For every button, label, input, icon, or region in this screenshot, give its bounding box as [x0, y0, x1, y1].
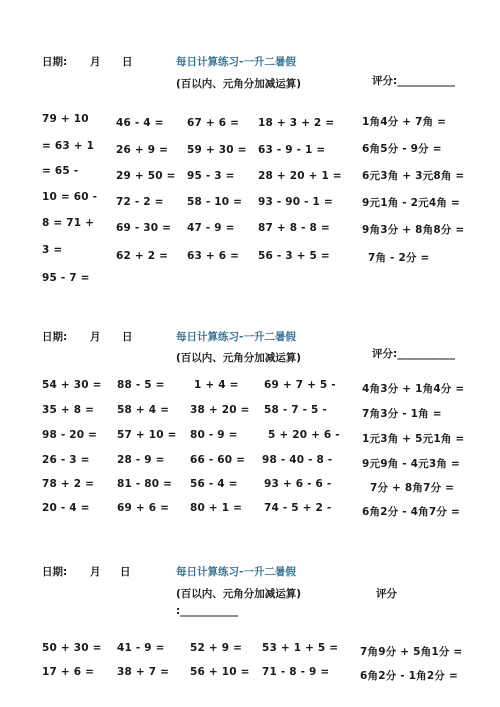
problem: 38 + 7 = — [117, 666, 170, 678]
score-field: 评分:___________ — [372, 75, 455, 87]
month-label: 月 — [90, 566, 101, 578]
problem: 95 - 3 = — [187, 170, 235, 182]
worksheet-subtitle: (百以内、元角分加减运算) — [176, 78, 302, 90]
month-label: 月 — [90, 331, 101, 343]
problem: 7角 - 2分 = — [368, 252, 430, 264]
problem: 58 - 10 = — [187, 196, 243, 208]
problem: 69 - 30 = — [116, 222, 172, 234]
problem: 29 + 50 = — [116, 170, 176, 182]
problem: 6角2分 - 4角7分 = — [362, 506, 460, 518]
problem: 26 + 9 = — [116, 144, 169, 156]
problem: 69 + 7 + 5 - — [264, 379, 336, 391]
problem: 52 + 9 = — [190, 642, 243, 654]
worksheet-subtitle: (百以内、元角分加减运算) — [176, 588, 302, 600]
problem: 80 - 9 = — [190, 429, 238, 441]
problem: 53 + 1 + 5 = — [262, 642, 339, 654]
problem: 8 = 71 + — [42, 217, 95, 229]
problem: 78 + 2 = — [42, 478, 95, 490]
problem: 6角5分 - 9分 = — [362, 143, 442, 155]
problem: 59 + 30 = — [187, 144, 247, 156]
problem: 95 - 7 = — [42, 272, 90, 284]
problem: 56 + 10 = — [190, 666, 250, 678]
worksheet-title: 每日计算练习-一升二暑假 — [176, 56, 296, 68]
problem: 28 + 20 + 1 = — [258, 170, 342, 182]
problem: 6元3角 + 3元8角 = — [362, 170, 465, 182]
problem: 88 - 5 = — [117, 379, 165, 391]
problem: 79 + 10 — [42, 113, 89, 125]
problem: 35 + 8 = — [42, 404, 95, 416]
problem: 7角3分 - 1角 = — [362, 408, 442, 420]
day-label: 日 — [120, 566, 131, 578]
problem: 18 + 3 + 2 = — [258, 117, 335, 129]
problem: 20 - 4 = — [42, 502, 90, 514]
problem: 28 - 9 = — [117, 454, 165, 466]
problem: 3 = — [42, 244, 63, 256]
problem: 98 - 40 - 8 - — [262, 454, 333, 466]
problem: 26 - 3 = — [42, 454, 90, 466]
problem: 74 - 5 + 2 - — [264, 502, 332, 514]
problem: = 65 - — [42, 165, 79, 177]
worksheet-title: 每日计算练习-一升二暑假 — [176, 331, 296, 343]
problem: 98 - 20 = — [42, 429, 98, 441]
day-label: 日 — [122, 56, 133, 68]
problem: 71 - 8 - 9 = — [262, 666, 330, 678]
problem: 63 - 9 - 1 = — [258, 144, 326, 156]
problem: 58 + 4 = — [117, 404, 170, 416]
problem: 47 - 9 = — [187, 222, 235, 234]
problem: 72 - 2 = — [116, 196, 164, 208]
problem: 9元9角 - 4元3角 = — [362, 458, 460, 470]
problem: 54 + 30 = — [42, 379, 102, 391]
problem: 38 + 20 = — [190, 404, 250, 416]
problem: 81 - 80 = — [117, 478, 173, 490]
problem: 80 + 1 = — [190, 502, 243, 514]
problem: 10 = 60 - — [42, 191, 98, 203]
problem: 63 + 6 = — [187, 250, 240, 262]
problem: 56 - 3 + 5 = — [258, 250, 330, 262]
problem: 7分 + 8角7分 = — [370, 482, 455, 494]
score-blank: :___________ — [176, 605, 238, 617]
date-label: 日期: — [42, 56, 68, 68]
date-label: 日期: — [42, 566, 68, 578]
month-label: 月 — [90, 56, 101, 68]
score-field: 评分:___________ — [372, 348, 455, 360]
worksheet-title: 每日计算练习-一升二暑假 — [176, 566, 296, 578]
problem: 66 - 60 = — [190, 454, 246, 466]
problem: 67 + 6 = — [187, 117, 240, 129]
problem: 41 - 9 = — [117, 642, 165, 654]
problem: 7角9分 + 5角1分 = — [360, 646, 463, 658]
problem: 1角4分 + 7角 = — [362, 116, 447, 128]
problem: 4角3分 + 1角4分 = — [362, 383, 465, 395]
problem: 9角3分 + 8角8分 = — [362, 224, 465, 236]
problem: 57 + 10 = — [117, 429, 177, 441]
problem: 1元3角 + 5元1角 = — [362, 433, 465, 445]
problem: 1 + 4 = — [194, 379, 239, 391]
problem: 58 - 7 - 5 - — [264, 404, 327, 416]
problem: 87 + 8 - 8 = — [258, 222, 330, 234]
problem: 69 + 6 = — [117, 502, 170, 514]
problem: 93 - 90 - 1 = — [258, 196, 333, 208]
problem: = 63 + 1 — [42, 140, 95, 152]
worksheet-subtitle: (百以内、元角分加减运算) — [176, 352, 302, 364]
problem: 6角2分 - 1角2分 = — [360, 670, 458, 682]
problem: 62 + 2 = — [116, 250, 169, 262]
problem: 9元1角 - 2元4角 = — [362, 197, 460, 209]
problem: 17 + 6 = — [42, 666, 95, 678]
problem: 46 - 4 = — [116, 117, 164, 129]
problem: 93 + 6 - 6 - — [264, 478, 332, 490]
problem: 5 + 20 + 6 - — [268, 429, 340, 441]
date-label: 日期: — [42, 331, 68, 343]
problem: 56 - 4 = — [190, 478, 238, 490]
problem: 50 + 30 = — [42, 642, 102, 654]
day-label: 日 — [122, 331, 133, 343]
score-label: 评分 — [376, 588, 397, 600]
